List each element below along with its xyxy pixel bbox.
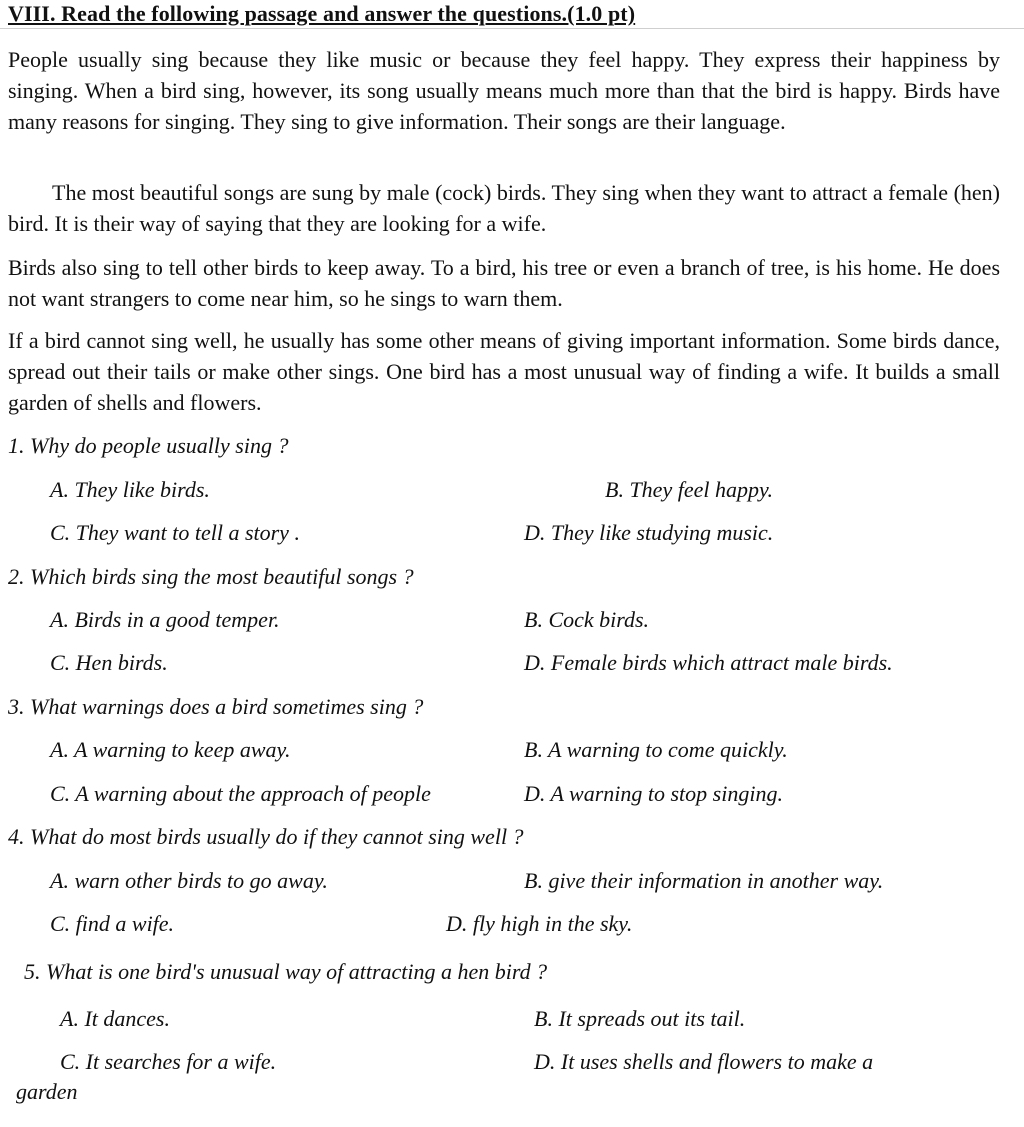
passage-paragraph-4: If a bird cannot sing well, he usually has some other means of giving important information. Some birds dance, spread out their tails or make other sings. One bird has a most unusual way of finding a wife. It builds a small garden of shells and flowers. — [8, 328, 1000, 415]
question-1-option-a: A. They like birds. — [50, 477, 210, 502]
question-2-option-d: D. Female birds which attract male birds. — [524, 650, 893, 675]
top-divider — [0, 28, 1024, 29]
question-5-option-c: C. It searches for a wife. — [60, 1049, 277, 1074]
question-3-option-a: A. A warning to keep away. — [50, 737, 291, 762]
question-3-option-b: B. A warning to come quickly. — [524, 737, 788, 762]
passage-paragraph-2: The most beautiful songs are sung by male (cock) birds. They sing when they want to attract a female (hen) bird. It is their way of saying that they are looking for a wife. — [8, 180, 1000, 236]
question-3-option-d: D. A warning to stop singing. — [524, 781, 783, 806]
question-4-option-b: B. give their information in another way. — [524, 868, 884, 893]
question-2-option-c: C. Hen birds. — [50, 650, 168, 675]
question-5-option-b: B. It spreads out its tail. — [534, 1006, 746, 1031]
passage-paragraph-1: People usually sing because they like music or because they feel happy. They express their happiness by singing. When a bird sing, however, its song usually means much more than that the bird is happy. Birds have many reasons for singing. They sing to give information. Their songs are their language. — [8, 47, 1000, 134]
question-4-option-d: D. fly high in the sky. — [446, 911, 633, 936]
question-1-option-b: B. They feel happy. — [605, 477, 774, 502]
question-1: 1. Why do people usually sing ? — [8, 433, 289, 458]
section-heading: VIII. Read the following passage and answer the questions.(1.0 pt) — [8, 1, 636, 26]
question-4-option-a: A. warn other birds to go away. — [50, 868, 328, 893]
question-4-option-c: C. find a wife. — [50, 911, 175, 936]
question-5-option-a: A. It dances. — [60, 1006, 170, 1031]
question-1-option-c: C. They want to tell a story . — [50, 520, 300, 545]
question-2: 2. Which birds sing the most beautiful songs ? — [8, 564, 414, 589]
question-4: 4. What do most birds usually do if they cannot sing well ? — [8, 824, 524, 849]
question-1-option-d: D. They like studying music. — [524, 520, 774, 545]
question-5-option-d: D. It uses shells and flowers to make a — [534, 1049, 874, 1074]
question-5: 5. What is one bird's unusual way of attracting a hen bird ? — [24, 959, 548, 984]
question-2-option-b: B. Cock birds. — [524, 607, 650, 632]
question-3: 3. What warnings does a bird sometimes sing ? — [8, 694, 424, 719]
passage-paragraph-3: Birds also sing to tell other birds to keep away. To a bird, his tree or even a branch of tree, is his home. He does not want strangers to come near him, so he sings to warn them. — [8, 255, 1000, 311]
question-5-option-d-continuation: garden — [16, 1079, 78, 1104]
question-3-option-c: C. A warning about the approach of people — [50, 781, 431, 806]
question-2-option-a: A. Birds in a good temper. — [50, 607, 280, 632]
